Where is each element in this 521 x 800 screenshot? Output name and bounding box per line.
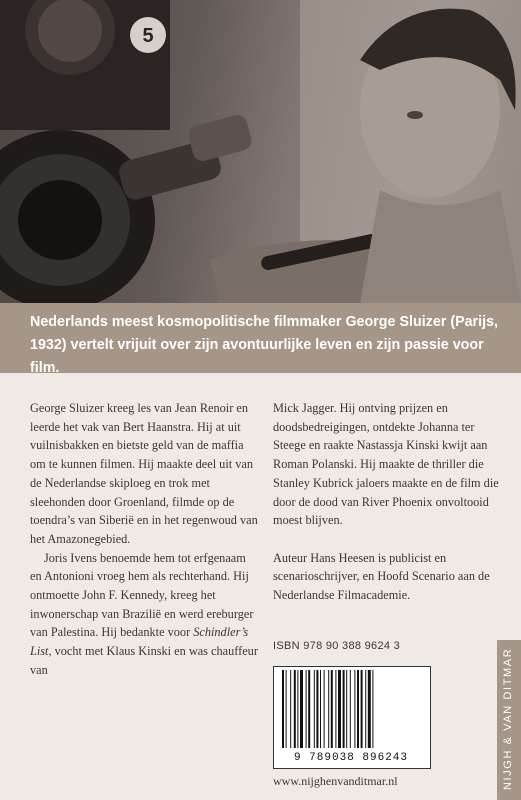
barcode-bar [354,670,355,748]
paragraph-gap [273,530,505,549]
cover-photo [0,0,521,303]
blurb-paragraph-1: George Sluizer kreeg les van Jean Renoir en leerde het vak van Bert Haanstra. Hij at uit vuilnisbakken en bietste geld van de maffia om te kunnen filmen. Hij maakte deel uit van de Nederlandse skiploeg en trok met sleehonden door Groenland, filmde op de toendra’s van Siberië en in het regenwoud van het Amazonegebied. [30,401,258,546]
barcode-digits: 9 789038 896243 [293,752,409,764]
barcode-bar [346,670,347,748]
author-paragraph: Auteur Hans Heesen is publicist en scenarioschrijver, en Hoofd Scenario aan de Nederlandse Filmacademie. [273,550,490,603]
barcode-bar [328,670,329,748]
barcode-bar [290,670,291,748]
barcode-bar [300,670,303,748]
publisher-website[interactable]: www.nijghenvanditmar.nl [273,774,398,788]
barcode-bar [361,670,363,748]
barcode-bar [316,670,318,748]
barcode-bar [338,670,341,748]
barcode-bar [324,670,325,748]
spine-band [497,640,521,800]
publisher-name: NIJGH & VAN DITMAR [502,647,514,790]
tagline-band [0,303,521,376]
barcode-bar [335,670,336,748]
blurb-paragraph-2 [30,549,258,680]
barcode-bar [306,670,307,748]
barcode [273,666,431,769]
barcode-bars [280,670,424,750]
barcode-bar [368,670,371,748]
barcode-bar [320,670,321,748]
blurb-paragraph-3: Mick Jagger. Hij ontving prijzen en doodsbedreigingen, ontdekte Johanna ter Steege en raakte Nastassja Kinski kwijt aan Roman Polanski. Hij maakte de thriller die Stanley Kubrick jaloers maakte en de film die door de dood van River Phoenix onvoltooid moest blijven. [273,401,499,528]
isbn-text: ISBN 978 90 388 9624 3 [273,640,401,652]
blurb-left-column [30,399,258,680]
blurb-right-column [273,399,505,605]
film-title: Schindler’s List [30,625,249,659]
blurb-paragraph-2-end: , vocht met Klaus Kinski en was chauffeur van [30,644,258,677]
photo-illustration [0,0,521,303]
barcode-bar [314,670,315,748]
barcode-bar [282,670,284,748]
barcode-bar [331,670,333,748]
camera-badge-number: 5 [142,25,154,47]
barcode-bar [357,670,359,748]
barcode-bar [294,670,296,748]
tagline-text: Nederlands meest kosmopolitische filmmaker George Sluizer (Parijs, 1932) vertelt vrijuit over zijn avontuurlijke leven en zijn passie voor film. [30,314,498,376]
blurb-paragraph-2-start: Joris Ivens benoemde hem tot erfgenaam en Antonioni vroeg hem als rechterhand. Hij ontmoette John F. Kennedy, kreeg het inwonerschap van Brazilië en werd ereburger van Palestina. Hij bedankte voor [30,550,254,640]
barcode-bar [308,670,310,748]
barcode-bar [343,670,345,748]
barcode-bar [297,670,298,748]
barcode-bar [286,670,287,748]
barcode-bar [372,670,373,748]
barcode-bar [365,670,366,748]
barcode-bar [350,670,351,748]
